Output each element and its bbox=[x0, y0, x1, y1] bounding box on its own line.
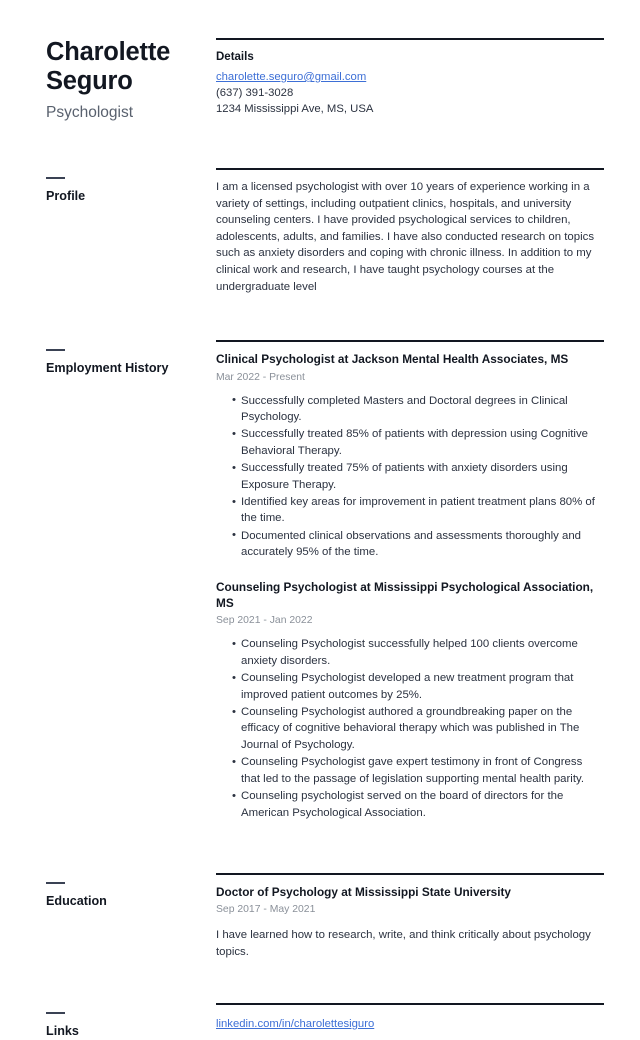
section-label-links: Links bbox=[46, 1023, 79, 1038]
education-entry bbox=[216, 884, 604, 961]
section-label-profile: Profile bbox=[46, 189, 86, 203]
section-rule-employment bbox=[216, 340, 604, 342]
employment-entry bbox=[216, 579, 604, 821]
entry-date: Sep 2017 - May 2021 bbox=[216, 904, 316, 916]
section-tick-employment bbox=[46, 349, 65, 351]
education-label-wrap bbox=[0, 873, 211, 910]
list-item: • Counseling psychologist served on the board of directors for the American Psychological Association. bbox=[232, 788, 604, 821]
list-item: • Successfully treated 85% of patients with depression using Cognitive Behavioral Therapy. bbox=[232, 426, 604, 459]
list-item: • Documented clinical observations and assessments thoroughly and accurately 95% of the time. bbox=[232, 528, 604, 561]
link-item-row bbox=[216, 1014, 604, 1032]
phone-value: (637) 391-3028 bbox=[216, 87, 294, 100]
links-section bbox=[211, 1003, 640, 1032]
profile-row bbox=[0, 168, 640, 295]
profile-section bbox=[211, 168, 640, 295]
header-identity bbox=[0, 38, 211, 123]
section-tick-links bbox=[46, 1012, 65, 1014]
section-label-education: Education bbox=[46, 893, 107, 908]
links-label-wrap bbox=[0, 1003, 211, 1040]
email-link[interactable]: charolette.seguro@gmail.com bbox=[216, 71, 367, 83]
section-rule-education bbox=[216, 873, 604, 875]
profile-label-wrap bbox=[0, 168, 211, 205]
employment-label-wrap bbox=[0, 340, 211, 377]
education-section bbox=[211, 873, 640, 961]
entry-title: Clinical Psychologist at Jackson Mental Health Associates, MS bbox=[216, 352, 569, 367]
profile-text: I am a licensed psychologist with over 10 years of experience working in a variety of settings, including outpatient clinics, hospitals, and university counseling centers. I have provided psychological services to children, adolescents, adults, and families. I have also conducted research on topics such as anxiety disorders and coping with chronic illness. In addition to my clinical work and research, I have taught psychology courses at the undergraduate level bbox=[216, 181, 595, 293]
list-item: • Counseling Psychologist developed a new treatment program that improved patient outcomes by 25%. bbox=[232, 670, 604, 703]
entry-date: Mar 2022 - Present bbox=[216, 371, 305, 383]
list-item: • Successfully completed Masters and Doctoral degrees in Clinical Psychology. bbox=[232, 393, 604, 426]
entry-title: Doctor of Psychology at Mississippi State University bbox=[216, 884, 511, 899]
section-rule-profile bbox=[216, 168, 604, 170]
resume-page bbox=[0, 38, 640, 1038]
details-email-row bbox=[216, 67, 604, 85]
links-row bbox=[0, 1003, 640, 1040]
page-title: Charolette Seguro bbox=[46, 38, 171, 95]
details-heading: Details bbox=[216, 51, 254, 63]
section-tick-education bbox=[46, 882, 65, 884]
details-section bbox=[211, 38, 640, 118]
entry-description: I have learned how to research, write, and think critically about psychology topics. bbox=[216, 929, 591, 958]
employment-section bbox=[211, 340, 640, 821]
education-row bbox=[0, 873, 640, 961]
entry-bullets bbox=[216, 636, 604, 820]
list-item: • Counseling Psychologist gave expert testimony in front of Congress that led to the passage of legislation supporting mental health parity. bbox=[232, 754, 604, 787]
section-rule-details bbox=[216, 38, 604, 40]
entry-bullets bbox=[216, 393, 604, 561]
list-item: • Identified key areas for improvement in patient treatment plans 80% of the time. bbox=[232, 494, 604, 527]
entry-title: Counseling Psychologist at Mississippi Psychological Association, MS bbox=[216, 579, 594, 611]
entry-date: Sep 2021 - Jan 2022 bbox=[216, 615, 313, 627]
job-title: Psychologist bbox=[46, 104, 134, 121]
employment-row bbox=[0, 340, 640, 821]
list-item: • Counseling Psychologist successfully helped 100 clients overcome anxiety disorders. bbox=[232, 636, 604, 669]
header-row bbox=[0, 38, 640, 123]
list-item: • Counseling Psychologist authored a groundbreaking paper on the efficacy of cognitive behavioral therapy which was published in The Journal of Psychology. bbox=[232, 704, 604, 753]
list-item: • Successfully treated 75% of patients with anxiety disorders using Exposure Therapy. bbox=[232, 460, 604, 493]
section-label-employment: Employment History bbox=[46, 361, 169, 376]
section-rule-links bbox=[216, 1003, 604, 1005]
employment-entry bbox=[216, 351, 604, 560]
address-value: 1234 Mississippi Ave, MS, USA bbox=[216, 103, 374, 116]
section-tick-profile bbox=[46, 177, 65, 179]
linkedin-link[interactable]: linkedin.com/in/charolettesiguro bbox=[216, 1017, 375, 1030]
